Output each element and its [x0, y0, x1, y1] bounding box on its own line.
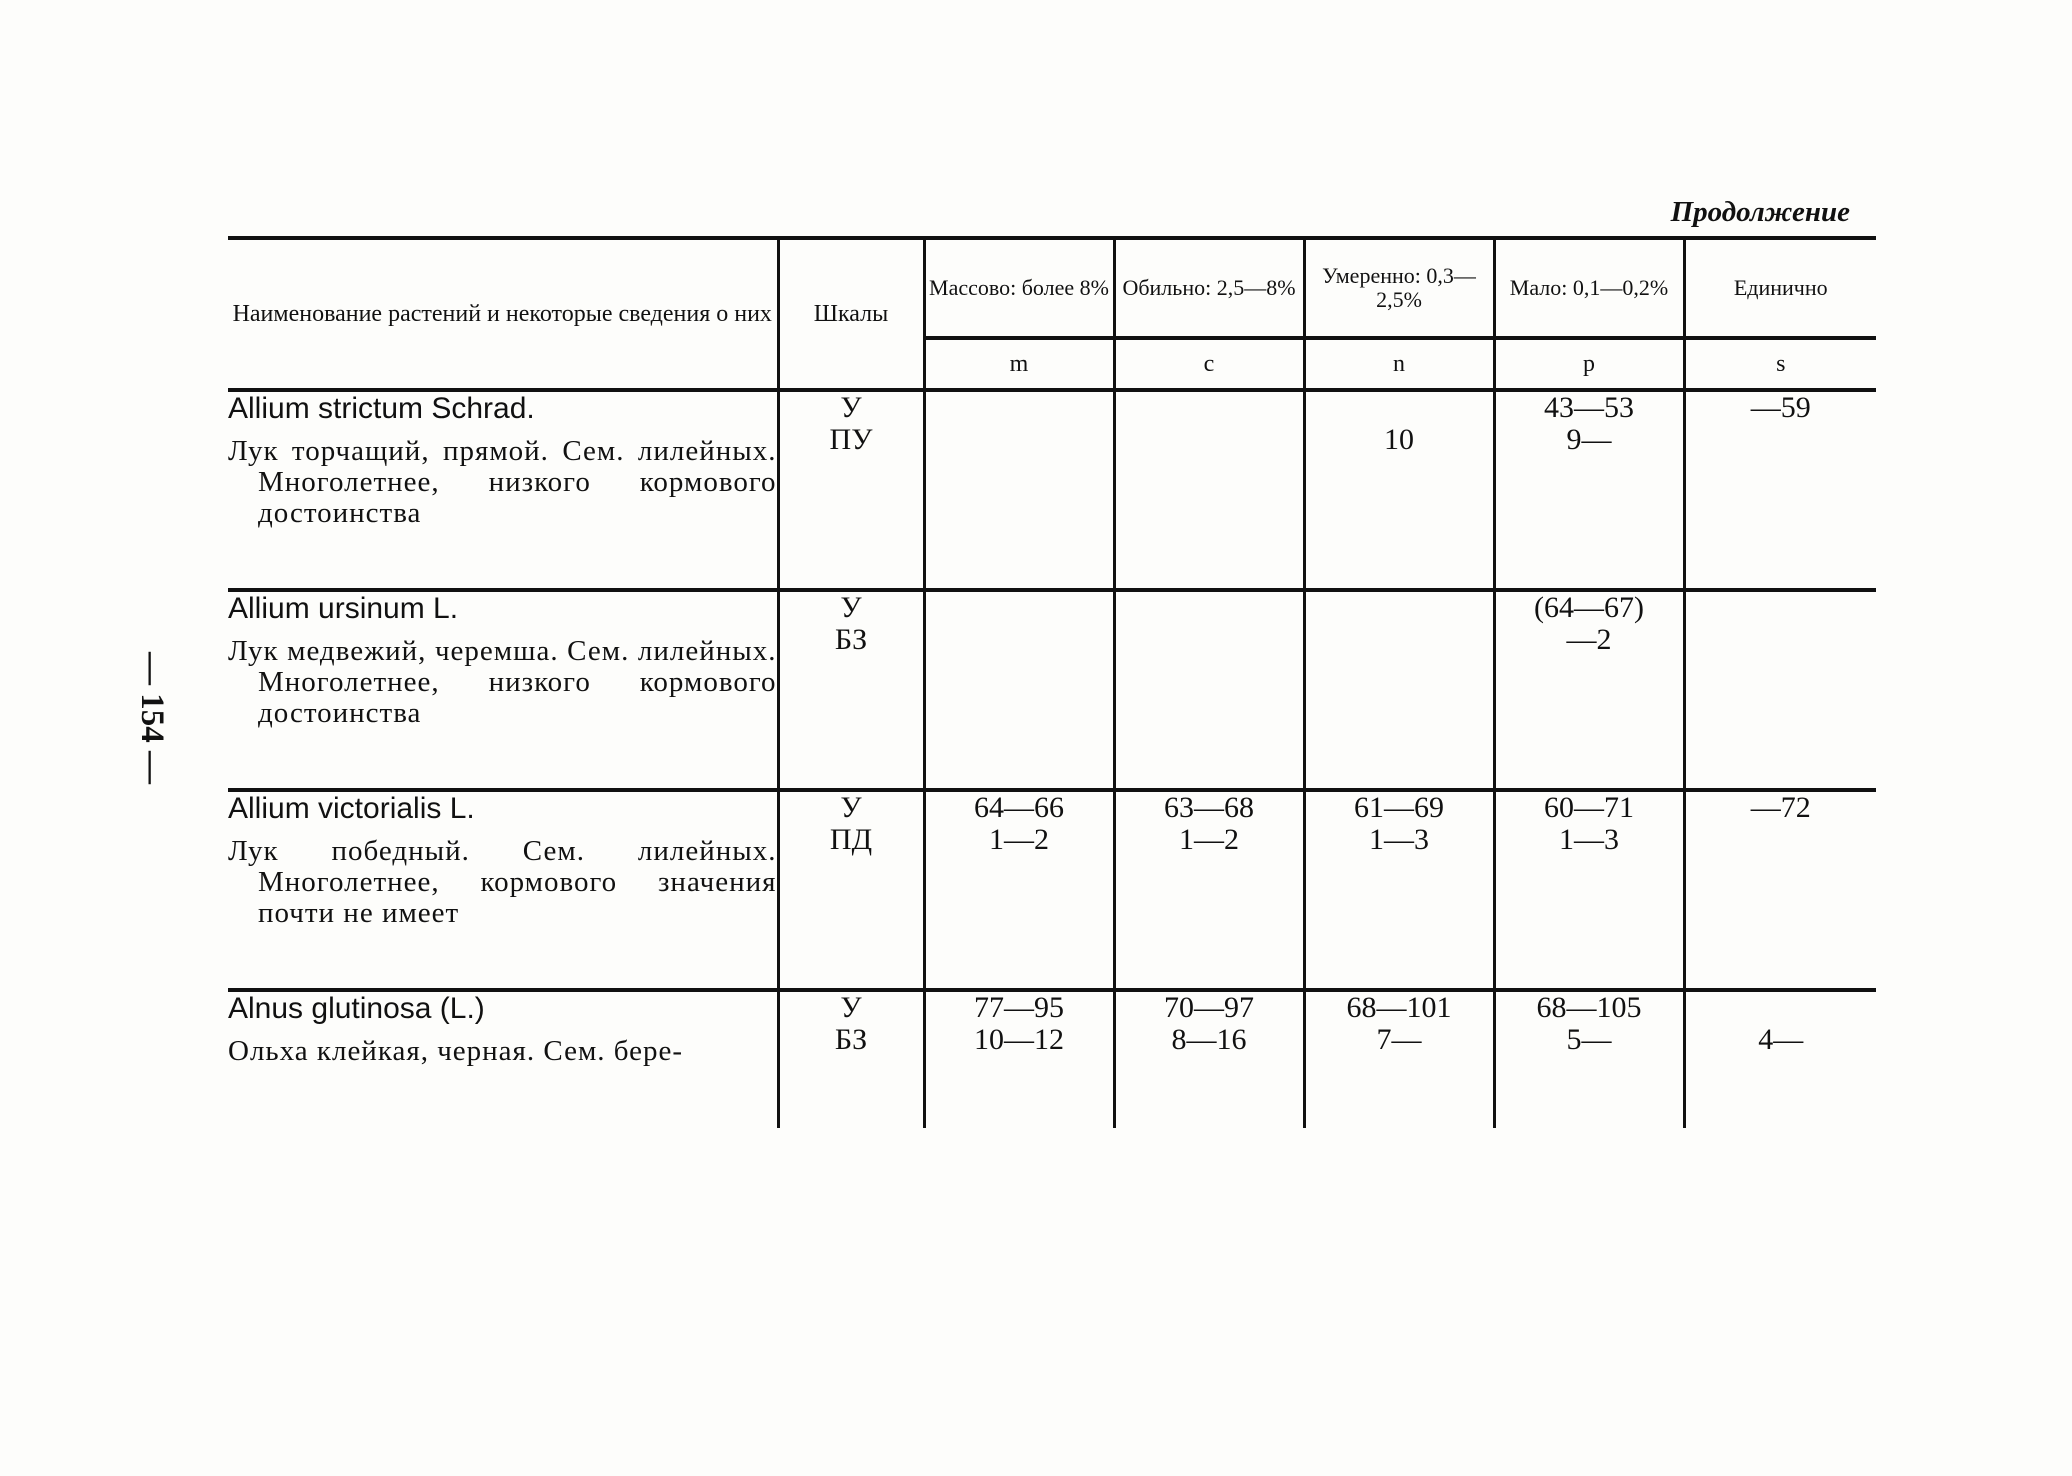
scale-cell — [778, 390, 924, 590]
header-category-edinichno: Единично — [1684, 238, 1876, 338]
scale-code: ПУ — [829, 423, 873, 456]
plant-description: Ольха клейкая, черная. Сем. бере- — [228, 1035, 684, 1067]
header-code-p: p — [1494, 338, 1684, 390]
value-cell-m: 64—66 1—2 — [924, 790, 1114, 990]
plant-latin-name: Alnus glutinosa (L.) — [228, 992, 485, 1025]
table-row — [228, 990, 1876, 1128]
plant-description: Лук победный. Сем. лилейных. Многолетнее, кормового значения почти не имеет — [228, 835, 777, 929]
scale-code: ПД — [829, 823, 873, 856]
value-cell-c: 70—97 8—16 — [1114, 990, 1304, 1128]
value-cell-n: 10 — [1304, 390, 1494, 590]
header-code-m: m — [924, 338, 1114, 390]
value-cell-c — [1114, 590, 1304, 790]
value-cell-p: 60—71 1—3 — [1494, 790, 1684, 990]
value-cell-s: —72 — [1684, 790, 1876, 990]
table-row — [228, 390, 1876, 590]
scale-cell — [778, 990, 924, 1128]
table-row — [228, 790, 1876, 990]
value-cell-m — [924, 590, 1114, 790]
plant-description: Лук торчащий, прямой. Сем. лилейных. Многолетнее, низкого кормового достоинства — [228, 435, 777, 529]
plant-latin-name: Allium ursinum L. — [228, 592, 459, 625]
header-code-n: n — [1304, 338, 1494, 390]
value-cell-p: (64—67) —2 — [1494, 590, 1684, 790]
plant-name-cell — [228, 590, 778, 790]
value-cell-p: 43—53 9— — [1494, 390, 1684, 590]
header-code-s: s — [1684, 338, 1876, 390]
header-code-c: c — [1114, 338, 1304, 390]
value-cell-m — [924, 390, 1114, 590]
value-cell-m: 77—95 10—12 — [924, 990, 1114, 1128]
plant-name-cell — [228, 990, 778, 1128]
scale-code: У — [840, 791, 862, 824]
plant-latin-name: Allium strictum Schrad. — [228, 392, 535, 425]
scale-code: У — [840, 391, 862, 424]
scale-code: БЗ — [834, 623, 868, 656]
scale-cell — [778, 590, 924, 790]
header-scale: Шкалы — [778, 238, 924, 390]
value-cell-s — [1684, 590, 1876, 790]
header-name: Наименование растений и некоторые сведения о них — [228, 238, 778, 390]
continuation-label: Продолжение — [1670, 196, 1850, 228]
plant-name-cell — [228, 790, 778, 990]
value-cell-n — [1304, 590, 1494, 790]
value-cell-n: 61—69 1—3 — [1304, 790, 1494, 990]
scale-code: У — [840, 591, 862, 624]
scale-cell — [778, 790, 924, 990]
value-cell-p: 68—105 5— — [1494, 990, 1684, 1128]
plant-latin-name: Allium victorialis L. — [228, 792, 475, 825]
scale-code: БЗ — [834, 1023, 868, 1056]
value-cell-s: 4— — [1684, 990, 1876, 1128]
header-category-umerenno: Умеренно: 0,3—2,5% — [1304, 238, 1494, 338]
header-category-massovo: Массово: более 8% — [924, 238, 1114, 338]
table-row — [228, 590, 1876, 790]
value-cell-c — [1114, 390, 1304, 590]
value-cell-s: —59 — [1684, 390, 1876, 590]
value-cell-n: 68—101 7— — [1304, 990, 1494, 1128]
plant-scale-table — [228, 236, 1876, 1128]
header-category-malo: Мало: 0,1—0,2% — [1494, 238, 1684, 338]
page-number: — 154 — — [134, 652, 170, 784]
plant-name-cell — [228, 390, 778, 590]
header-category-obilno: Обильно: 2,5—8% — [1114, 238, 1304, 338]
scale-code: У — [840, 991, 862, 1024]
value-cell-c: 63—68 1—2 — [1114, 790, 1304, 990]
plant-description: Лук медвежий, черемша. Сем. лилейных. Многолетнее, низкого кормового достоинства — [228, 635, 777, 729]
